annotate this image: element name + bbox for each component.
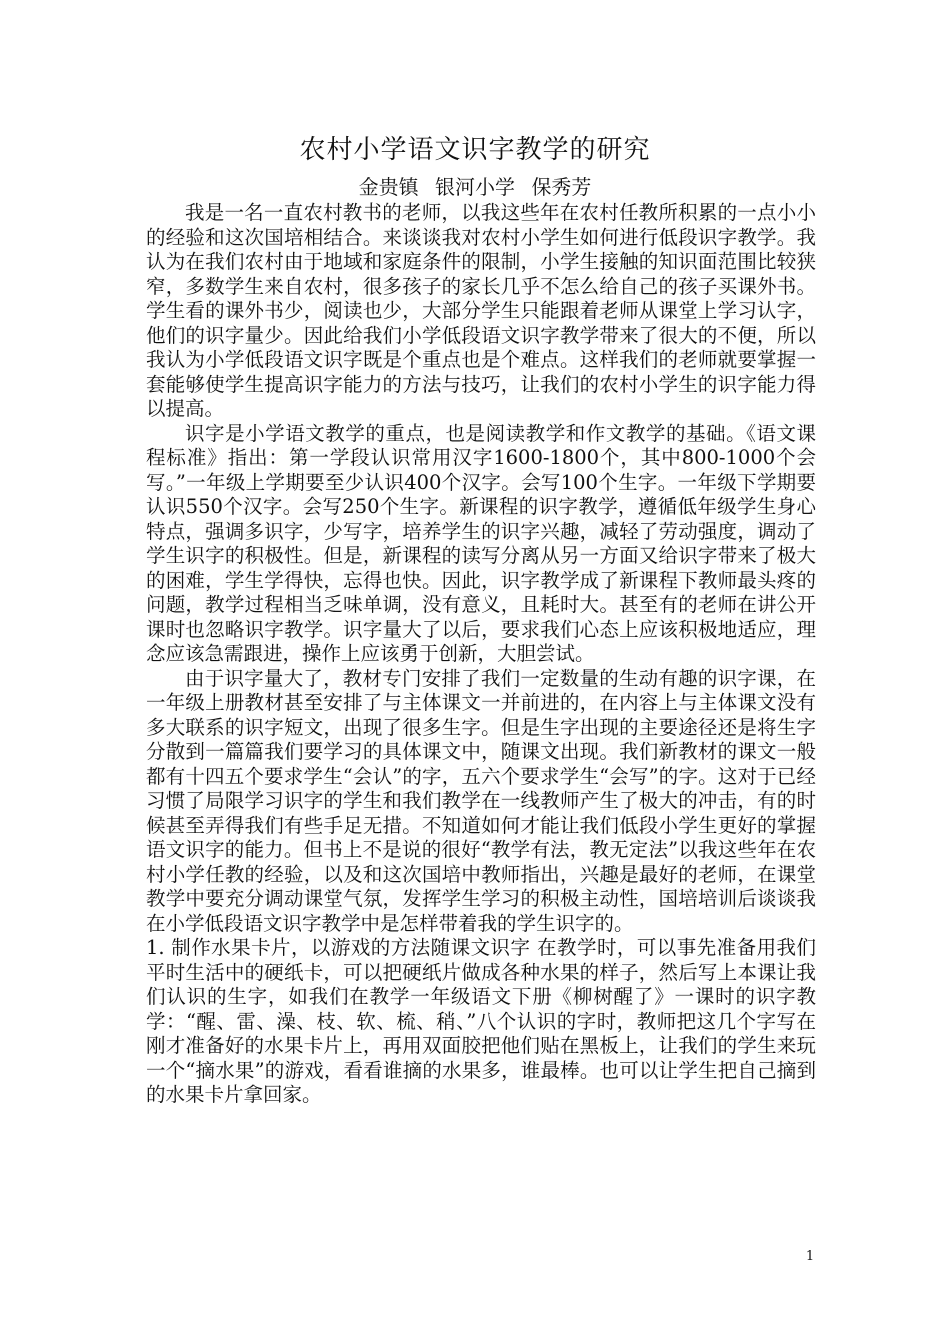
- document-body: [146, 201, 816, 1108]
- author-byline: 金贵镇 银河小学 保秀芳: [358, 175, 592, 199]
- document-title: 农村小学语文识字教学的研究: [299, 135, 651, 165]
- paragraph-method: 由于识字量大了，教材专门安排了我们一定数量的生动有趣的识字课，在一年级上册教材甚至安排了与主体课文一并前进的，在内容上与主体课文没有多大联系的识字短文，出现了很多生字。但是生字出现的主要途径还是将生字分散到一篇篇我们要学习的具体课文中，随课文出现。我们新教材的课文一般都有十四五个要求学生“会认”的字，五六个要求学生“会写”的字。这对于已经习惯了局限学习识字的学生和我们教学在一线教师产生了极大的冲击，有的时候甚至弄得我们有些手足无措。不知道如何才能让我们低段小学生更好的掌握语文识字的能力。但书上不是说的很好“教学有法，教无定法”以我这些年在农村小学任教的经验，以及和这次国培中教师指出，兴趣是最好的老师，在课堂教学中要充分调动课堂气氛，发挥学生学习的积极主动性，国培培训后谈谈我在小学低段语文识字教学中是怎样带着我的学生识字的。: [146, 666, 816, 935]
- page-number: 1: [805, 1249, 815, 1264]
- paragraph-curriculum: 识字是小学语文教学的重点，也是阅读教学和作文教学的基础。《语文课程标准》指出：第一学段认识常用汉字1600-1800个，其中800-1000个会写。”一年级上学期要至少认识400个汉字。会写100个生字。一年级下学期要认识550个汉字。会写250个生字。新课程的识字教学，遵循低年级学生身心特点，强调多识字，少写字，培养学生的识字兴趣，减轻了劳动强度，调动了学生识字的积极性。但是，新课程的读写分离从另一方面又给识字带来了极大的困难，学生学得快，忘得也快。因此，识字教学成了新课程下教师最头疼的问题，教学过程相当乏味单调，没有意义，且耗时大。甚至有的老师在讲公开课时也忽略识字教学。识字量大了以后，要求我们心态上应该积极地适应，理念应该急需跟进，操作上应该勇于创新，大胆尝试。: [146, 421, 816, 665]
- paragraph-intro: 我是一名一直农村教书的老师，以我这些年在农村任教所积累的一点小小的经验和这次国培相结合。来谈谈我对农村小学生如何进行低段识字教学。我认为在我们农村由于地域和家庭条件的限制，小学生接触的知识面范围比较狭窄，多数学生来自农村，很多孩子的家长几乎不怎么给自己的孩子买课外书。学生看的课外书少，阅读也少，大部分学生只能跟着老师从课堂上学习认字，他们的识字量少。因此给我们小学低段语文识字教学带来了很大的不便，所以我认为小学低段语文识字既是个重点也是个难点。这样我们的老师就要掌握一套能够使学生提高识字能力的方法与技巧，让我们的农村小学生的识字能力得以提高。: [146, 201, 816, 420]
- paragraph-fruit-cards: 1. 制作水果卡片，以游戏的方法随课文识字 在教学时，可以事先准备用我们平时生活中的硬纸卡，可以把硬纸片做成各种水果的样子，然后写上本课让我们认识的生字，如我们在教学一年级语文下册《柳树醒了》一课时的识字教学：“醒、雷、澡、枝、软、梳、稍、”八个认识的字时，教师把这几个字写在刚才准备好的水果卡片上，再用双面胶把他们贴在黑板上，让我们的学生来玩一个“摘水果”的游戏，看看谁摘的水果多，谁最棒。也可以让学生把自己摘到的水果卡片拿回家。: [146, 936, 816, 1106]
